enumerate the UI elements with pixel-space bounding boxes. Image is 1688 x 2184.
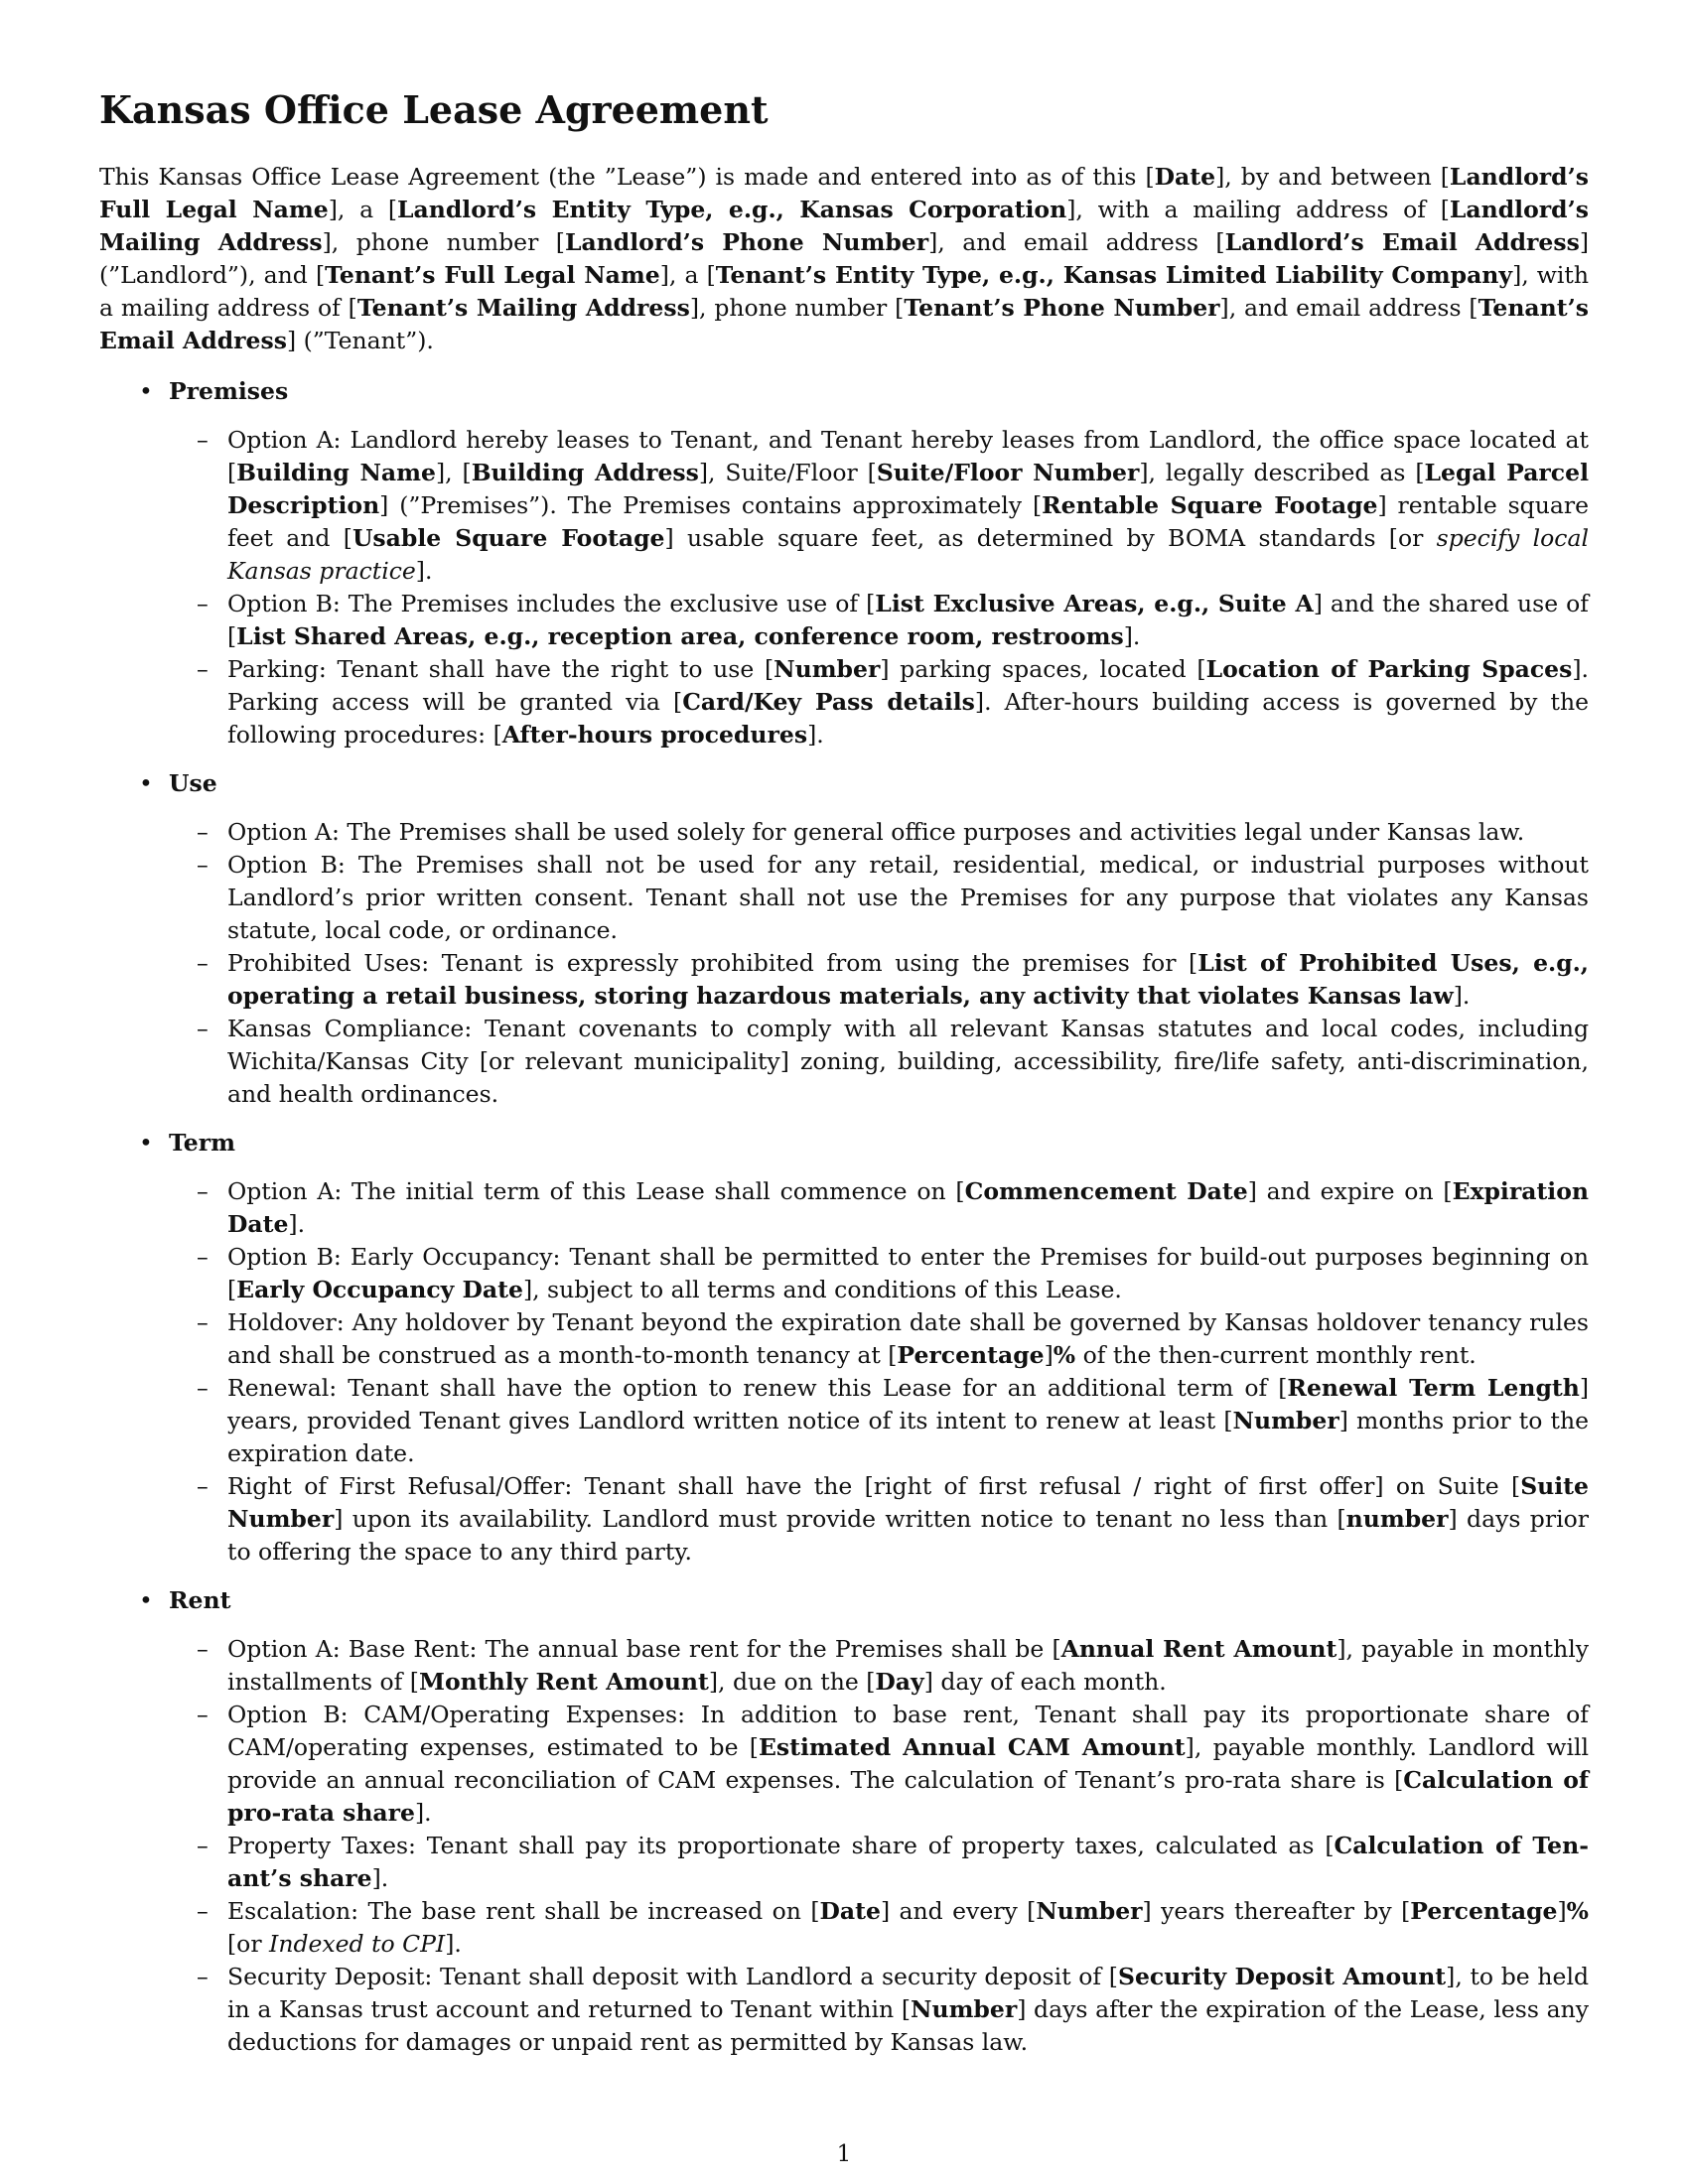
section-heading-text: Use — [169, 769, 217, 797]
dash-glyph: – — [197, 1308, 209, 1336]
text-run: of the then-current monthly rent. — [1075, 1341, 1477, 1369]
text-run: Option A: Base Rent: The annual base rent for the Premises shall be [ — [227, 1635, 1061, 1663]
clause-item — [99, 1830, 1589, 1895]
placeholder-field: Landlord’s Mailing Address — [99, 196, 1589, 256]
section-use — [99, 767, 1589, 1111]
clause-item — [99, 1175, 1589, 1241]
dash-glyph: – — [197, 655, 209, 683]
text-run: ], with a mailing address of [ — [1066, 196, 1450, 223]
bullet-glyph: • — [139, 1129, 153, 1157]
section-heading — [99, 1127, 1589, 1160]
text-run: ] and every [ — [880, 1897, 1037, 1925]
placeholder-field: Annual Rent Amount — [1060, 1635, 1337, 1663]
placeholder-field: Commencement Date — [964, 1177, 1248, 1205]
text-run: ], payable in monthly installments of [ — [227, 1635, 1589, 1696]
dash-glyph: – — [197, 1374, 209, 1402]
text-run: ], legally described as [ — [1139, 459, 1425, 486]
section-heading-text: Premises — [169, 377, 289, 405]
placeholder-field: Building Name — [236, 459, 436, 486]
text-run: Option A: The Premises shall be used solely for general office purposes and activities legal under Kansas law. — [227, 818, 1525, 846]
text-run: [or — [227, 1930, 270, 1958]
text-run: ] day of each month. — [923, 1668, 1167, 1696]
text-run: ]. — [288, 1210, 306, 1238]
text-run: ]. — [1453, 982, 1471, 1010]
text-run: ], and email address [ — [1219, 294, 1478, 322]
dash-glyph: – — [197, 818, 209, 846]
text-run: ] — [1044, 1341, 1054, 1369]
text-run: ]. — [807, 721, 824, 749]
clause-item — [99, 588, 1589, 653]
placeholder-field: Landlord’s Entity Type, e.g., Kansas Corporation — [397, 196, 1067, 223]
bullet-glyph: • — [139, 769, 153, 797]
text-run: ], by and between [ — [1215, 163, 1450, 191]
text-run: ], with a mailing address of [ — [99, 261, 1590, 322]
placeholder-field: Early Occupancy Date — [236, 1276, 523, 1303]
text-run: Option A: Landlord hereby leases to Tenant, and Tenant hereby leases from Landlord, the office space located at [ — [227, 426, 1589, 486]
text-run: ]. — [371, 1864, 389, 1892]
placeholder-field: Building Address — [471, 459, 699, 486]
clause-item — [99, 1633, 1589, 1699]
section-premises — [99, 375, 1589, 751]
placeholder-field: List Exclusive Areas, e.g., Suite A — [875, 590, 1314, 617]
text-run: ]. — [1123, 622, 1141, 650]
placeholder-field: % — [1566, 1897, 1589, 1925]
placeholder-field: List Shared Areas, e.g., reception area, conference room, restrooms — [236, 622, 1124, 650]
placeholder-field: Calculation of Tenant’s share — [227, 1832, 1589, 1892]
dash-glyph: – — [197, 1635, 209, 1663]
section-list — [99, 375, 1589, 2059]
text-run: ] and expire on [ — [1247, 1177, 1453, 1205]
clause-item — [99, 947, 1589, 1013]
text-run: Prohibited Uses: Tenant is expressly prohibited from using the premises for [ — [227, 949, 1198, 977]
text-run: ] (”Landlord”), and [ — [99, 228, 1589, 289]
placeholder-field: Tenant’s Full Legal Name — [325, 261, 660, 289]
clause-item — [99, 1470, 1589, 1569]
text-run: Kansas Compliance: Tenant covenants to comply with all relevant Kansas statutes and local codes, including Wichita/Kansas City [or relevant municipality] zoning, building, accessibility, fire/life safety, anti-discrimination, and health ordinances. — [227, 1015, 1589, 1108]
text-run: ] (”Premises”). The Premises contains approximately [ — [379, 491, 1043, 519]
section-heading — [99, 1584, 1589, 1617]
text-run: Option B: The Premises shall not be used for any retail, residential, medical, or industrial purposes without Landlord’s prior written consent. Tenant shall not use the Premises for any purpose that violates any Kansas statute, local code, or ordinance. — [227, 851, 1589, 944]
dash-glyph: – — [197, 590, 209, 617]
placeholder-field: Suite/Floor Number — [876, 459, 1140, 486]
placeholder-field: Location of Parking Spaces — [1205, 655, 1573, 683]
intro-paragraph — [99, 161, 1589, 357]
placeholder-field: Estimated Annual CAM Amount — [758, 1733, 1186, 1761]
text-run: ] usable square feet, as determined by BOMA standards [or — [664, 524, 1437, 552]
placeholder-field: Tenant’s Phone Number — [904, 294, 1220, 322]
section-heading-text: Term — [169, 1129, 235, 1157]
text-run: ], phone number [ — [689, 294, 905, 322]
placeholder-field: Calculation of pro-rata share — [227, 1766, 1589, 1827]
text-run: ] years thereafter by [ — [1142, 1897, 1411, 1925]
text-run: ] days after the expiration of the Lease, less any deductions for damages or unpaid rent as permitted by Kansas law. — [227, 1995, 1589, 2056]
text-run: Right of First Refusal/Offer: Tenant shall have the [right of first refusal / right of first offer] on Suite [ — [227, 1472, 1521, 1500]
clause-item — [99, 653, 1589, 751]
text-run: Option B: CAM/Operating Expenses: In addition to base rent, Tenant shall pay its proportionate share of CAM/operating expenses, estimated to be [ — [227, 1701, 1589, 1761]
clause-item — [99, 1961, 1589, 2059]
placeholder-field: Suite Number — [227, 1472, 1589, 1533]
placeholder-field: number — [1345, 1505, 1449, 1533]
clause-item — [99, 1013, 1589, 1111]
text-run: ], phone number [ — [322, 228, 565, 256]
text-run: ]. Parking access will be granted via [ — [227, 655, 1589, 716]
placeholder-field: Number — [1232, 1407, 1339, 1434]
placeholder-field: Security Deposit Amount — [1117, 1963, 1447, 1990]
placeholder-field: Date — [1154, 163, 1216, 191]
clause-item — [99, 1895, 1589, 1961]
text-run: ] upon its availability. Landlord must provide written notice to tenant no less than [ — [334, 1505, 1346, 1533]
dash-glyph: – — [197, 426, 209, 454]
text-run: Option B: The Premises includes the exclusive use of [ — [227, 590, 876, 617]
clause-item — [99, 849, 1589, 947]
text-run: ] days prior to offering the space to any third party. — [227, 1505, 1589, 1566]
text-run: ] months prior to the expiration date. — [227, 1407, 1589, 1467]
text-run: ] and the shared use of [ — [227, 590, 1590, 650]
text-run: Security Deposit: Tenant shall deposit with Landlord a security deposit of [ — [227, 1963, 1118, 1990]
text-run: ], a [ — [659, 261, 716, 289]
placeholder-field: Percentage — [897, 1341, 1045, 1369]
text-run: ], due on the [ — [708, 1668, 876, 1696]
clause-item — [99, 816, 1589, 849]
clause-item — [99, 1372, 1589, 1470]
text-run: ], subject to all terms and conditions of this Lease. — [522, 1276, 1122, 1303]
placeholder-field: Monthly Rent Amount — [418, 1668, 709, 1696]
placeholder-field: Landlord’s Full Legal Name — [99, 163, 1590, 223]
text-run: Option A: The initial term of this Lease shall commence on [ — [227, 1177, 965, 1205]
placeholder-field: List of Prohibited Uses, e.g., operating a retail business, storing hazardous materials, any activity that violates Kansas law — [227, 949, 1589, 1010]
text-run: ], to be held in a Kansas trust account and returned to Tenant within [ — [227, 1963, 1590, 2023]
section-heading-text: Rent — [169, 1586, 231, 1614]
placeholder-field: Rentable Square Footage — [1042, 491, 1378, 519]
placeholder-field: Tenant’s Mailing Address — [356, 294, 690, 322]
text-run: Holdover: Any holdover by Tenant beyond the expiration date shall be governed by Kansas holdover tenancy rules and shall be construed as a month-to-month tenancy at [ — [227, 1308, 1589, 1369]
placeholder-field: % — [1053, 1341, 1076, 1369]
placeholder-field: Landlord’s Phone Number — [564, 228, 929, 256]
clause-list — [99, 424, 1589, 751]
section-heading — [99, 375, 1589, 408]
text-run: This Kansas Office Lease Agreement (the ”Lease”) is made and entered into as of this [ — [99, 163, 1155, 191]
text-run: ] (”Tenant”). — [286, 327, 434, 354]
italic-text: Indexed to CPI — [269, 1930, 446, 1958]
clause-item — [99, 424, 1589, 588]
text-run: ]. — [415, 1799, 432, 1827]
placeholder-field: Number — [1036, 1897, 1143, 1925]
placeholder-field: Percentage — [1410, 1897, 1558, 1925]
clause-list — [99, 1175, 1589, 1569]
bullet-glyph: • — [139, 1586, 153, 1614]
text-run: Renewal: Tenant shall have the option to renew this Lease for an additional term of [ — [227, 1374, 1288, 1402]
text-run: ]. — [415, 557, 433, 585]
document-page — [99, 87, 1589, 2075]
text-run: ]. After-hours building access is governed by the following procedures: [ — [227, 688, 1590, 749]
placeholder-field: Tenant’s Email Address — [99, 294, 1589, 354]
document-title: Kansas Office Lease Agreement — [99, 87, 769, 132]
dash-glyph: – — [197, 1963, 209, 1990]
dash-glyph: – — [197, 949, 209, 977]
placeholder-field: Date — [819, 1897, 881, 1925]
text-run: ] — [1557, 1897, 1567, 1925]
section-heading — [99, 767, 1589, 800]
placeholder-field: After-hours procedures — [501, 721, 808, 749]
dash-glyph: – — [197, 1243, 209, 1271]
section-rent — [99, 1584, 1589, 2059]
text-run: ] parking spaces, located [ — [880, 655, 1206, 683]
dash-glyph: – — [197, 1897, 209, 1925]
clause-list — [99, 816, 1589, 1111]
dash-glyph: – — [197, 1015, 209, 1042]
italic-text: specify local Kansas practice — [227, 524, 1589, 585]
text-run: Property Taxes: Tenant shall pay its proportionate share of property taxes, calculated as [ — [227, 1832, 1335, 1859]
clause-item — [99, 1699, 1589, 1830]
placeholder-field: Number — [911, 1995, 1018, 2023]
text-run: ]. — [445, 1930, 462, 1958]
dash-glyph: – — [197, 1701, 209, 1728]
clause-item — [99, 1306, 1589, 1372]
text-run: ], payable monthly. Landlord will provide an annual reconciliation of CAM expenses. The calculation of Tenant’s pro-rata share is [ — [227, 1733, 1589, 1794]
text-run: ] years, provided Tenant gives Landlord written notice of its intent to renew at least [ — [227, 1374, 1590, 1434]
dash-glyph: – — [197, 1832, 209, 1859]
text-run: ] rentable square feet and [ — [227, 491, 1589, 552]
clause-item — [99, 1241, 1589, 1306]
placeholder-field: Usable Square Footage — [352, 524, 665, 552]
placeholder-field: Renewal Term Length — [1287, 1374, 1580, 1402]
text-run: Option B: Early Occupancy: Tenant shall be permitted to enter the Premises for build-out purposes beginning on [ — [227, 1243, 1589, 1303]
text-run: ], a [ — [328, 196, 398, 223]
dash-glyph: – — [197, 1472, 209, 1500]
text-run: ], and email address [ — [928, 228, 1225, 256]
placeholder-field: Number — [774, 655, 881, 683]
placeholder-field: Day — [875, 1668, 924, 1696]
placeholder-field: Legal Parcel Description — [227, 459, 1589, 519]
placeholder-field: Tenant’s Entity Type, e.g., Kansas Limited Liability Company — [715, 261, 1513, 289]
page-number: 1 — [836, 2141, 852, 2167]
bullet-glyph: • — [139, 377, 153, 405]
dash-glyph: – — [197, 851, 209, 879]
text-run: ], [ — [435, 459, 472, 486]
text-run: ], Suite/Floor [ — [698, 459, 877, 486]
section-term — [99, 1127, 1589, 1569]
placeholder-field: Expiration Date — [227, 1177, 1589, 1238]
clause-list — [99, 1633, 1589, 2059]
placeholder-field: Landlord’s Email Address — [1224, 228, 1580, 256]
text-run: Parking: Tenant shall have the right to use [ — [227, 655, 774, 683]
placeholder-field: Card/Key Pass details — [682, 688, 975, 716]
text-run: Escalation: The base rent shall be increased on [ — [227, 1897, 820, 1925]
dash-glyph: – — [197, 1177, 209, 1205]
